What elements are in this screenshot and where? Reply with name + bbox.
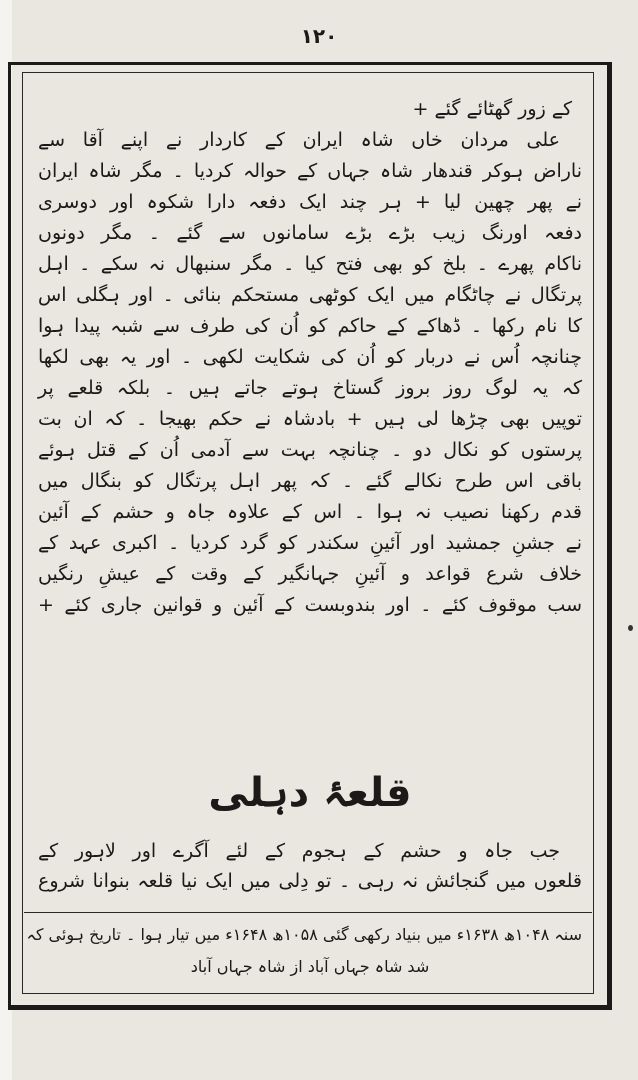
text-line: باقی اس طرح نکالے گئے ۔ کہ پھر اہل پرتگال کو بنگال میں <box>38 470 582 492</box>
text-line: نے پھر چھین لیا + ہر چند ایک دفعہ دارا شکوہ اور دوسری <box>38 191 582 213</box>
text-line: علی مردان خاں شاہ ایران کے کاردار نے اپنے آقا سے <box>38 129 560 151</box>
text-line: خلاف شرع قواعد و آئینِ جہانگیر کے وقت کے عیشِ رنگیں <box>38 563 582 585</box>
text-line: نے جشنِ جمشید اور آئینِ سکندر کو گرد کردیا ۔ اکبری عہد کے <box>38 532 582 554</box>
text-line: قدم رکھنا نصیب نہ ہوا ۔ اس کے علاوہ جاہ و حشم کے آئین <box>38 501 582 523</box>
text-line: توپیں بھی چڑھا لی ہیں + بادشاہ نے حکم بھیجا ۔ کہ ان بت <box>38 408 582 430</box>
text-line: دفعہ اورنگ زیب بڑے بڑے سامانوں سے گئے ۔ مگر دونوں <box>38 222 582 244</box>
text-line: ناکام پھرے ۔ بلخ کو بھی فتح کیا ۔ مگر سنبھال نہ سکے ۔ اہل <box>38 253 582 275</box>
text-line: سب موقوف کئے ۔ اور بندوبست کے آئین و قوانین جاری کئے + <box>38 594 582 616</box>
text-line: جب جاہ و حشم کے ہجوم کے لئے آگرے اور لاہور کے <box>38 840 560 862</box>
text-line: قلعوں میں گنجائش نہ رہی ۔ تو دِلی میں ایک نیا قلعہ بنوانا شروع <box>38 870 582 892</box>
margin-dot <box>628 625 633 631</box>
text-line: ناراض ہوکر قندھار شاہ جہاں کے حوالہ کردیا ۔ مگر شاہ ایران <box>38 160 582 182</box>
text-line: کے زور گھٹائے گئے + <box>412 98 572 120</box>
text-line: پرستوں کو نکال دو ۔ چنانچہ بہت سے آدمی اُن کے قتل ہوئے <box>38 439 582 461</box>
text-line: چنانچہ اُس نے دربار کو اُن کی شکایت لکھی ۔ اور یہ بھی لکھا <box>38 346 582 368</box>
text-line: پرتگال نے چاٹگام میں ایک کوٹھی مستحکم بنائی ۔ اور ہگلی اس <box>38 284 582 306</box>
footnote-divider <box>24 912 592 913</box>
text-line: کا نام رکھا ۔ ڈھاکے کے حاکم کو اُن کی طرف سے شبہ پیدا ہوا <box>38 315 582 337</box>
section-heading: قلعۂ دہلی <box>208 770 412 816</box>
footnote-line: شد شاہ جہاں آباد از شاہ جہاں آباد <box>190 957 430 976</box>
footnote-line: سنہ ۱۰۴۸ھ ۱۶۳۸ء میں بنیاد رکھی گئی ۱۰۵۸ھ ۱۶۴۸ء میں تیار ہوا ۔ تاریخ ہوئی کہ <box>26 925 582 944</box>
text-line: کہ یہ لوگ روز بروز گستاخ ہوتے جاتے ہیں ۔ بلکہ قلعے پر <box>38 377 582 399</box>
page-number: ۱۲۰ <box>300 24 338 48</box>
